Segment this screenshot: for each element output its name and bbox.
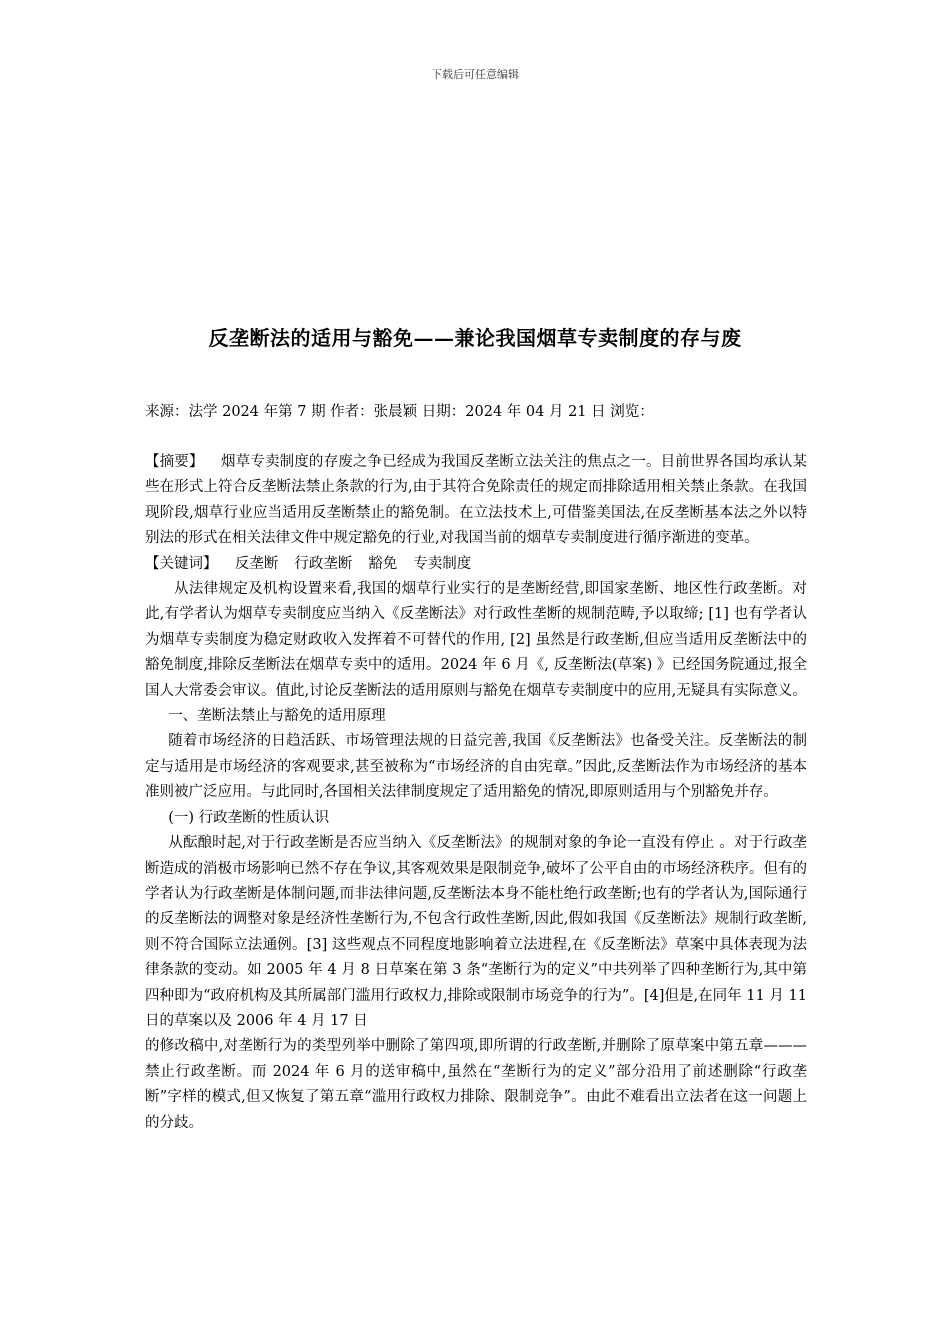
abstract (145, 450, 807, 552)
article-body (145, 450, 807, 1136)
paragraph: 从法律规定及机构设置来看,我国的烟草行业实行的是垄断经营,即国家垄断、地区性行政垄断。对此,有学者认为烟草专卖制度应当纳入《反垄断法》对行政性垄断的规制范畴,予以取缔; [1] 也有学者认为烟草专卖制度为稳定财政收入发挥着不可替代的作用, [2] 虽然是行政垄断,但应当适用反垄断法中的豁免制度,排除反垄断法在烟草专卖中的适用。2024 年 6 月《, 反垄断法(草案) 》已经国务院通过,报全国人大常委会审议。值此,讨论反垄断法的适用原则与豁免在烟草专卖制度中的应用,无疑具有实际意义。 (145, 581, 807, 699)
paragraph: 的修改稿中,对垄断行为的类型列举中删除了第四项,即所谓的行政垄断,并删除了原草案中第五章———禁止行政垄断。而 2024 年 6 月的送审稿中,虽然在“垄断行为的定义”部分沿用了前述删除“行政垄断”字样的模式,但又恢复了第五章“滥用行政权力排除、限制竞争”。由此不难看出立法者在这一问题上的分歧。 (145, 1038, 807, 1131)
keyword: 专卖制度 (413, 555, 472, 572)
paragraph: 从酝酿时起,对于行政垄断是否应当纳入《反垄断法》的规制对象的争论一直没有停止 。对于行政垄断造成的消极市场影响已然不存在争议,其客观效果是限制竞争,破坏了公平自由的市场经济秩序。但有的学者认为行政垄断是体制问题,而非法律问题,反垄断法本身不能杜绝行政垄断;也有的学者认为,国际通行的反垄断法的调整对象是经济性垄断行为,不包含行政性垄断,因此,假如我国《反垄断法》规制行政垄断,则不符合国际立法通例。[3] 这些观点不同程度地影响着立法进程,在《反垄断法》草案中具体表现为法律条款的变动。如 2005 年 4 月 8 日草案在第 3 条“垄断行为的定义”中共列举了四种垄断行为,其中第四种即为“政府机构及其所属部门滥用行政权力,排除或限制市场竞争的行为”。[4]但是,在同年 11 月 11 日的草案以及 2006 年 4 月 17 日 (145, 835, 807, 1029)
keyword: 反垄断 (234, 555, 279, 572)
abstract-text: 烟草专卖制度的存废之争已经成为我国反垄断立法关注的焦点之一。目前世界各国均承认某些在形式上符合反垄断法禁止条款的行为,由于其符合免除责任的规定而排除适用相关禁止条款。在我国现阶段,烟草行业应当适用反垄断禁止的豁免制。在立法技术上,可借鉴美国法,在反垄断基本法之外以特别法的形式在相关法律文件中规定豁免的行业,对我国当前的烟草专卖制度进行循序渐进的变革。 (145, 454, 808, 547)
source-line: 来源：法学 2024 年第 7 期 作者：张晨颖 日期：2024 年 04 月 21 日 浏览： (145, 404, 654, 420)
paragraph: 随着市场经济的日趋活跃、市场管理法规的日益完善,我国《反垄断法》也备受关注。反垄断法的制定与适用是市场经济的客观要求,甚至被称为“市场经济的自由宪章。”因此,反垄断法作为市场经济的基本准则被广泛应用。与此同时,各国相关法律制度规定了适用豁免的情况,即原则适用与个别豁免并存。 (145, 733, 807, 801)
header-note: 下载后可任意编辑 (431, 68, 519, 81)
keywords-label: 【关键词】 (145, 555, 218, 572)
keywords (145, 552, 807, 577)
keyword: 行政垄断 (294, 555, 353, 572)
subsection-heading: (一) 行政垄断的性质认识 (168, 809, 330, 826)
keyword: 豁免 (368, 555, 398, 572)
abstract-label: 【摘要】 (145, 454, 204, 470)
article-title: 反垄断法的适用与豁免——兼论我国烟草专卖制度的存与废 (208, 326, 742, 350)
section-heading: 一、垄断法禁止与豁免的适用原理 (168, 708, 386, 725)
